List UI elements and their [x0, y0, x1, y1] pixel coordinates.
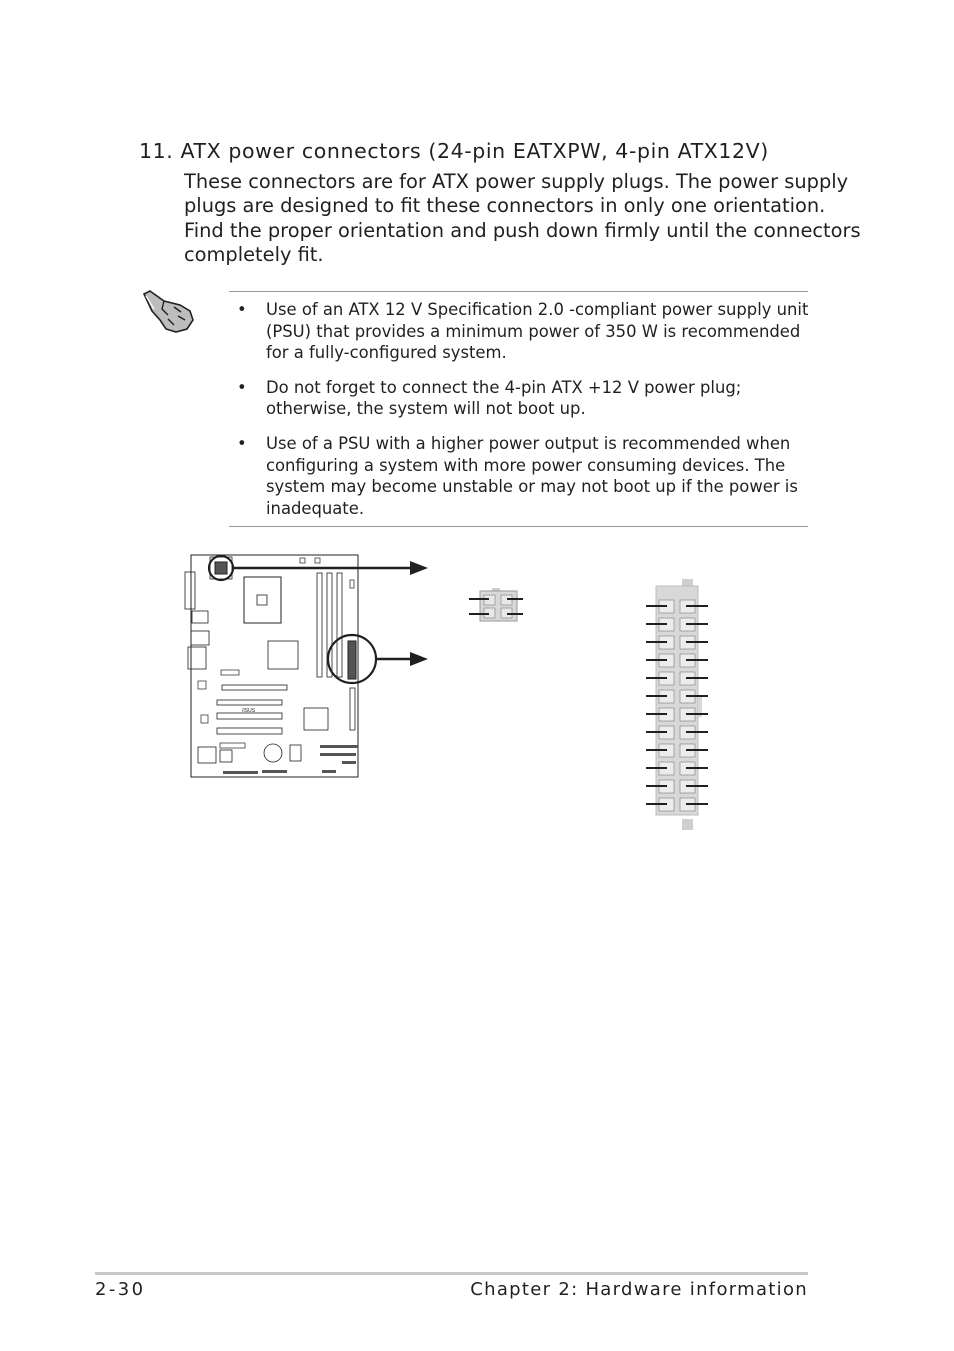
note-line: system may become unstable or may not boot up if the power is	[266, 477, 798, 497]
dimm-slot	[337, 573, 342, 677]
note-bullet-list	[229, 299, 809, 532]
section-heading: 11. ATX power connectors (24-pin EATXPW, 4-pin ATX12V)	[139, 139, 769, 163]
motherboard-outline	[191, 555, 358, 777]
intro-line: These connectors are for ATX power supply plugs. The power supply	[184, 170, 849, 193]
intro-paragraph	[184, 170, 861, 268]
note-line: otherwise, the system will not boot up.	[266, 399, 586, 419]
note-line: (PSU) that provides a minimum power of 350 W is recommended	[266, 321, 801, 341]
intro-line: plugs are designed to fit these connectors in only one orientation.	[184, 194, 826, 218]
note-line: • Do not forget to connect the 4-pin ATX +12 V power plug;	[266, 377, 742, 397]
page-number: 2-30	[95, 1279, 146, 1300]
callout-arrowhead	[410, 561, 428, 575]
note-top-rule	[229, 291, 808, 292]
note-line: • Use of a PSU with a higher power output is recommended when	[266, 433, 791, 453]
eatxpw-connector-illustration	[646, 579, 708, 830]
pci-slot	[222, 685, 287, 690]
battery	[264, 744, 282, 762]
note-line: configuring a system with more power consuming devices. The	[266, 455, 786, 475]
callout-arrowhead	[410, 652, 428, 666]
note-line: inadequate.	[266, 498, 365, 518]
note-bullet	[229, 433, 804, 519]
note-bullet	[229, 377, 804, 420]
footer-rule	[95, 1272, 808, 1275]
connector-location-diagram	[180, 545, 740, 845]
pci-slot	[217, 700, 282, 705]
eatxpw-header	[348, 641, 356, 679]
cpu-socket	[244, 577, 281, 623]
atx12v-header	[215, 562, 227, 574]
intro-line: Find the proper orientation and push down firmly until the connectors	[184, 218, 861, 242]
intro-line: completely fit.	[184, 243, 324, 267]
motherboard-layout	[185, 555, 358, 777]
pointing-hand-icon	[140, 287, 200, 335]
chapter-title: Chapter 2: Hardware information	[470, 1279, 808, 1300]
pci-slot	[217, 728, 282, 734]
note-line: for a fully-configured system.	[266, 343, 507, 363]
note-bullet	[229, 299, 809, 364]
dimm-slot	[317, 573, 322, 677]
atx12v-connector-illustration	[469, 588, 523, 621]
chipset	[268, 641, 298, 669]
note-line: • Use of an ATX 12 V Specification 2.0 -compliant power supply unit	[266, 300, 809, 319]
note-bottom-rule	[229, 526, 808, 527]
board-logo: /ISUS	[242, 708, 256, 714]
